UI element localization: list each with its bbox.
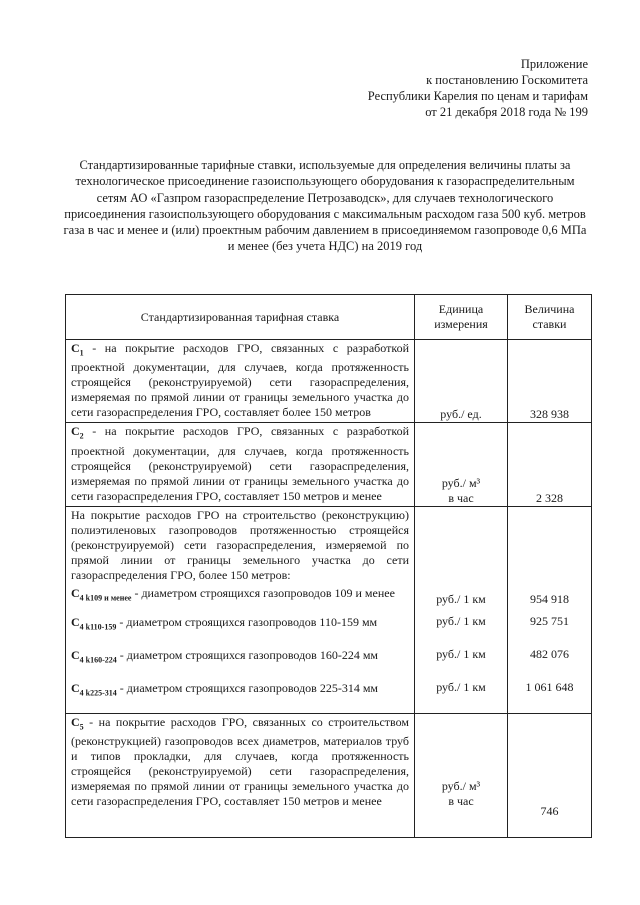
table-row bbox=[66, 340, 592, 423]
rate-unit: руб./ 1 км bbox=[415, 585, 508, 614]
table-row bbox=[66, 614, 592, 647]
rate-description: $С_1$ - на покрытие расходов ГРО, связанных с разработкой проектной документации, для случаев, когда протяженность строящейся (реконструируемой) сети газораспределения, измеряемая по прямой линии от границы земельного участка до сети газораспределения ГРО, составляет более 150 метров bbox=[66, 340, 415, 423]
rate-value: 328 938 bbox=[508, 340, 592, 423]
rate-code: $С_{4 k109 и менее}$ bbox=[71, 585, 132, 603]
appendix-line: к постановлению Госкомитета bbox=[426, 73, 588, 87]
table-row bbox=[66, 585, 592, 614]
rate-unit: руб./ м³ в час bbox=[415, 423, 508, 506]
table-header-row bbox=[66, 295, 592, 340]
header-rate: Стандартизированная тарифная ставка bbox=[66, 295, 415, 340]
rate-description: $С_2$ - на покрытие расходов ГРО, связанных с разработкой проектной документации, для случаев, когда протяженность строящейся (реконструируемой) сети газораспределения, измеряемая по прямой линии от границы земельного участка до сети газораспределения ГРО, составляет 150 метров и менее bbox=[66, 423, 415, 506]
rate-code: $С_2$ bbox=[71, 424, 84, 441]
table-row bbox=[66, 647, 592, 680]
header-value: Величина ставки bbox=[508, 295, 592, 340]
appendix-line: от 21 декабря 2018 года № 199 bbox=[425, 105, 588, 119]
rate-code: $С_{4 k160-224}$ bbox=[71, 647, 117, 665]
rate-code: $С_5$ bbox=[71, 714, 84, 732]
rate-value: 954 918 bbox=[508, 585, 592, 614]
rate-unit: руб./ м³ в час bbox=[415, 713, 508, 837]
rate-code: $С_{4 k110-159}$ bbox=[71, 614, 117, 632]
document-title: Стандартизированные тарифные ставки, используемые для определения величины платы за технологическое присоединение газоиспользующего оборудования к газораспределительным сетям АО «Газпром газораспределение Петрозаводск», для случаев технологического присоединения газоиспользующего оборудования с максимальным расходом газа 500 куб. метров газа в час и менее и (или) проектным рабочим давлением в присоединяемом газопроводе 0,6 МПа и менее (без учета НДС) на 2019 год bbox=[63, 158, 587, 254]
rate-value: 482 076 bbox=[508, 647, 592, 680]
rate-unit: руб./ 1 км bbox=[415, 614, 508, 647]
header-unit: Единица измерения bbox=[415, 295, 508, 340]
rate-unit: руб./ 1 км bbox=[415, 680, 508, 714]
appendix-line: Приложение bbox=[520, 57, 588, 71]
rate-description: $С_5$ - на покрытие расходов ГРО, связанных со строительством (реконструкцией) газопроводов всех диаметров, материалов труб и типов прокладки, для случаев, когда протяженность строящейся (реконструируемой) сети газораспределения, измеряемая по прямой линии от границы земельного участка до сети газораспределения ГРО, составляет 150 метров и менее bbox=[66, 713, 415, 837]
appendix-header bbox=[368, 56, 588, 120]
tariff-table bbox=[65, 294, 592, 838]
rate-value: 1 061 648 bbox=[508, 680, 592, 714]
rate-unit: руб./ 1 км bbox=[415, 647, 508, 680]
rate-description: $С_{4 k110-159}$ - диаметром строящихся газопроводов 110-159 мм bbox=[66, 614, 415, 647]
rate-description: $С_{4 k225-314}$ - диаметром строящихся газопроводов 225-314 мм bbox=[66, 680, 415, 714]
rate-value: 925 751 bbox=[508, 614, 592, 647]
table-row bbox=[66, 506, 592, 585]
appendix-line: Республики Карелия по ценам и тарифам bbox=[367, 89, 588, 103]
table-row bbox=[66, 680, 592, 714]
rate-value: 746 bbox=[508, 713, 592, 837]
rate-code: $С_{4 k225-314}$ bbox=[71, 680, 117, 698]
rate-code: $С_1$ bbox=[71, 341, 84, 358]
rate-value: 2 328 bbox=[508, 423, 592, 506]
rate-intro: На покрытие расходов ГРО на строительство (реконструкцию) полиэтиленовых газопроводов протяженностью строящейся (реконструируемой) сети газораспределения, измеряемой по прямой линии от границы земельного участка до сети газораспределения ГРО, более 150 метров: bbox=[66, 506, 415, 585]
rate-description: $С_{4 k160-224}$ - диаметром строящихся газопроводов 160-224 мм bbox=[66, 647, 415, 680]
rate-unit: руб./ ед. bbox=[415, 340, 508, 423]
table-row bbox=[66, 423, 592, 506]
rate-description: $С_{4 k109 и менее}$ - диаметром строящихся газопроводов 109 и менее bbox=[66, 585, 415, 614]
table-row bbox=[66, 713, 592, 837]
